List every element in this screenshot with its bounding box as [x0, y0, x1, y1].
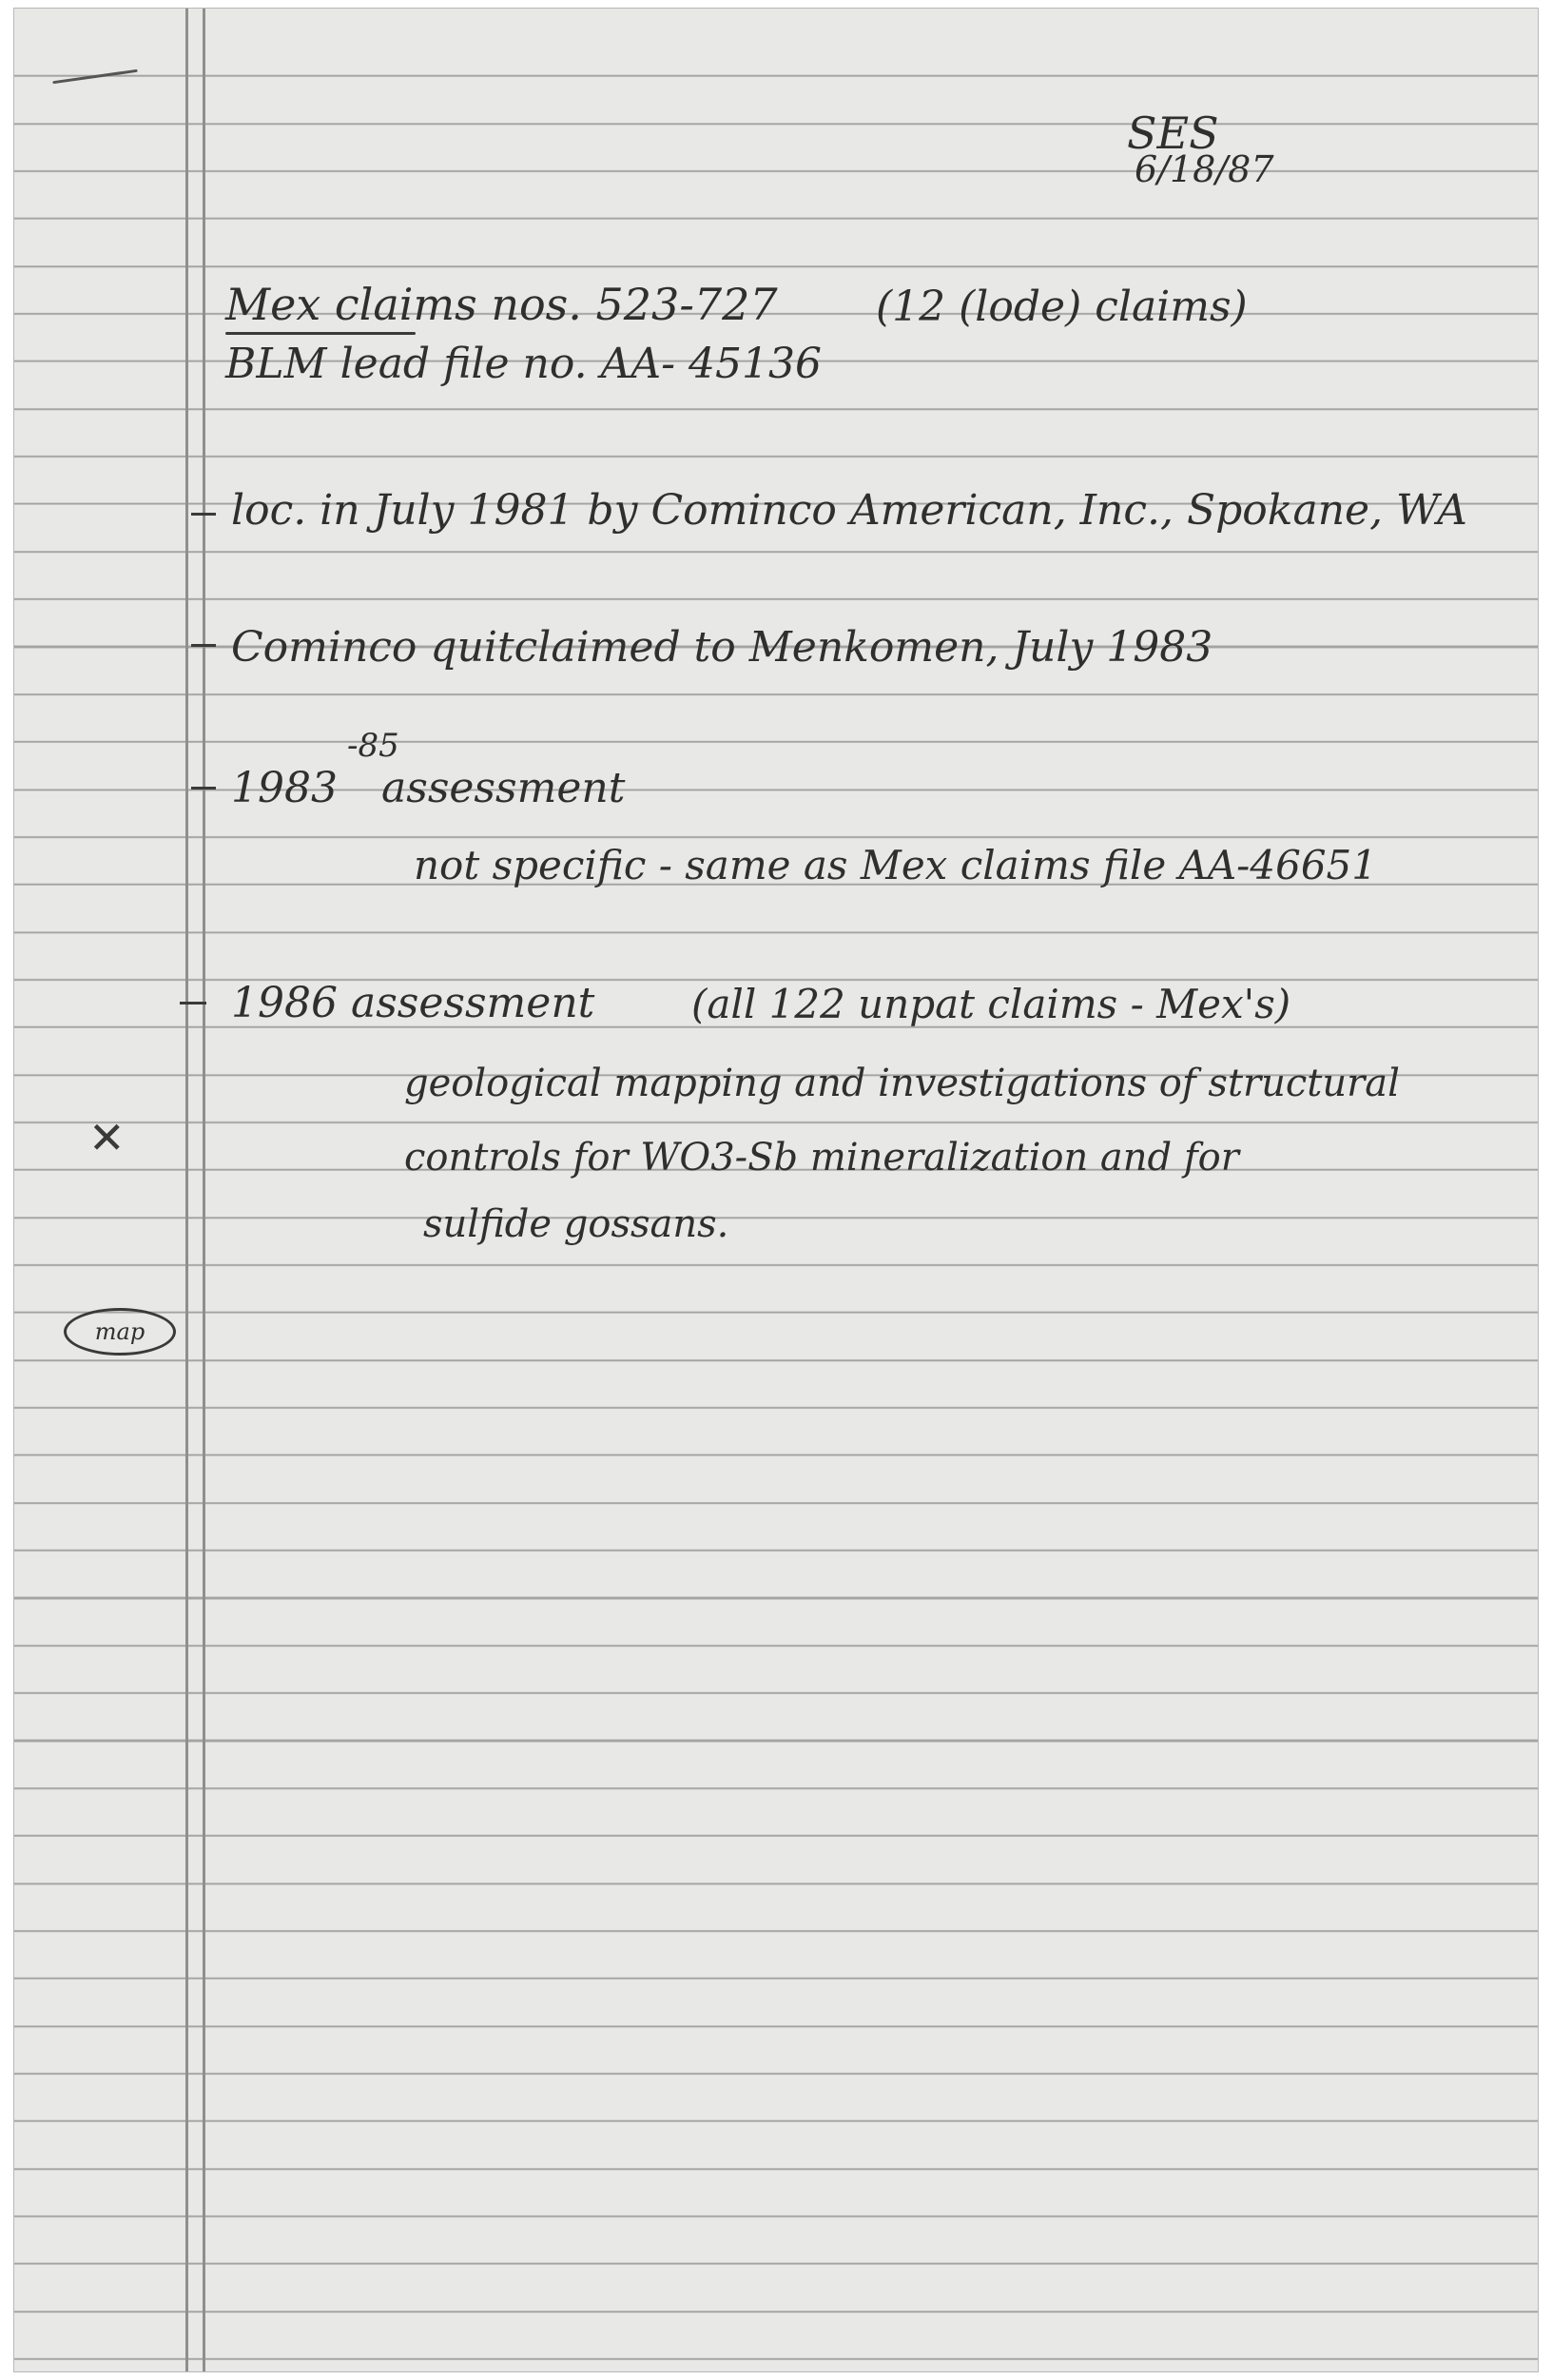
margin-mark-icon: ✕	[88, 1112, 126, 1163]
title-underline	[225, 332, 416, 335]
detail-line-3: sulfide gossans.	[423, 1202, 729, 1246]
blm-file: BLM lead file no. AA- 45136	[225, 340, 822, 388]
notebook-page	[13, 8, 1539, 2372]
entry-assessment-label: assessment	[381, 764, 626, 812]
margin-line	[203, 9, 205, 2371]
scribble-mark	[52, 69, 138, 84]
entry-year-superscript: -85	[347, 727, 399, 765]
bullet-dash	[191, 513, 216, 516]
detail-line-2: controls for WO3-Sb mineralization and for	[404, 1136, 1239, 1180]
map-label: map	[94, 1318, 146, 1345]
map-oval	[64, 1308, 176, 1356]
detail-line-1: geological mapping and investigations of structural	[404, 1062, 1400, 1105]
entry-assessment-detail: not specific - same as Mex claims file AA-46651	[414, 842, 1377, 888]
entry-quitclaim: Cominco quitclaimed to Menkomen, July 1983	[231, 623, 1213, 672]
margin-line	[185, 9, 188, 2371]
claims-count: (12 (lode) claims)	[876, 283, 1248, 331]
claims-title: Mex claims nos. 523-727	[225, 279, 778, 330]
entry-location: loc. in July 1981 by Cominco American, Inc., Spokane, WA	[231, 486, 1467, 535]
bullet-dash	[191, 787, 216, 790]
date: 6/18/87	[1135, 148, 1274, 190]
entry-1986-note: (all 122 unpat claims - Mex's)	[691, 981, 1291, 1027]
bullet-dash	[180, 1002, 206, 1005]
bullet-dash	[191, 644, 216, 647]
entry-year: 1983	[231, 764, 338, 812]
entry-1986: 1986 assessment	[231, 979, 595, 1027]
initials: SES	[1127, 107, 1219, 159]
